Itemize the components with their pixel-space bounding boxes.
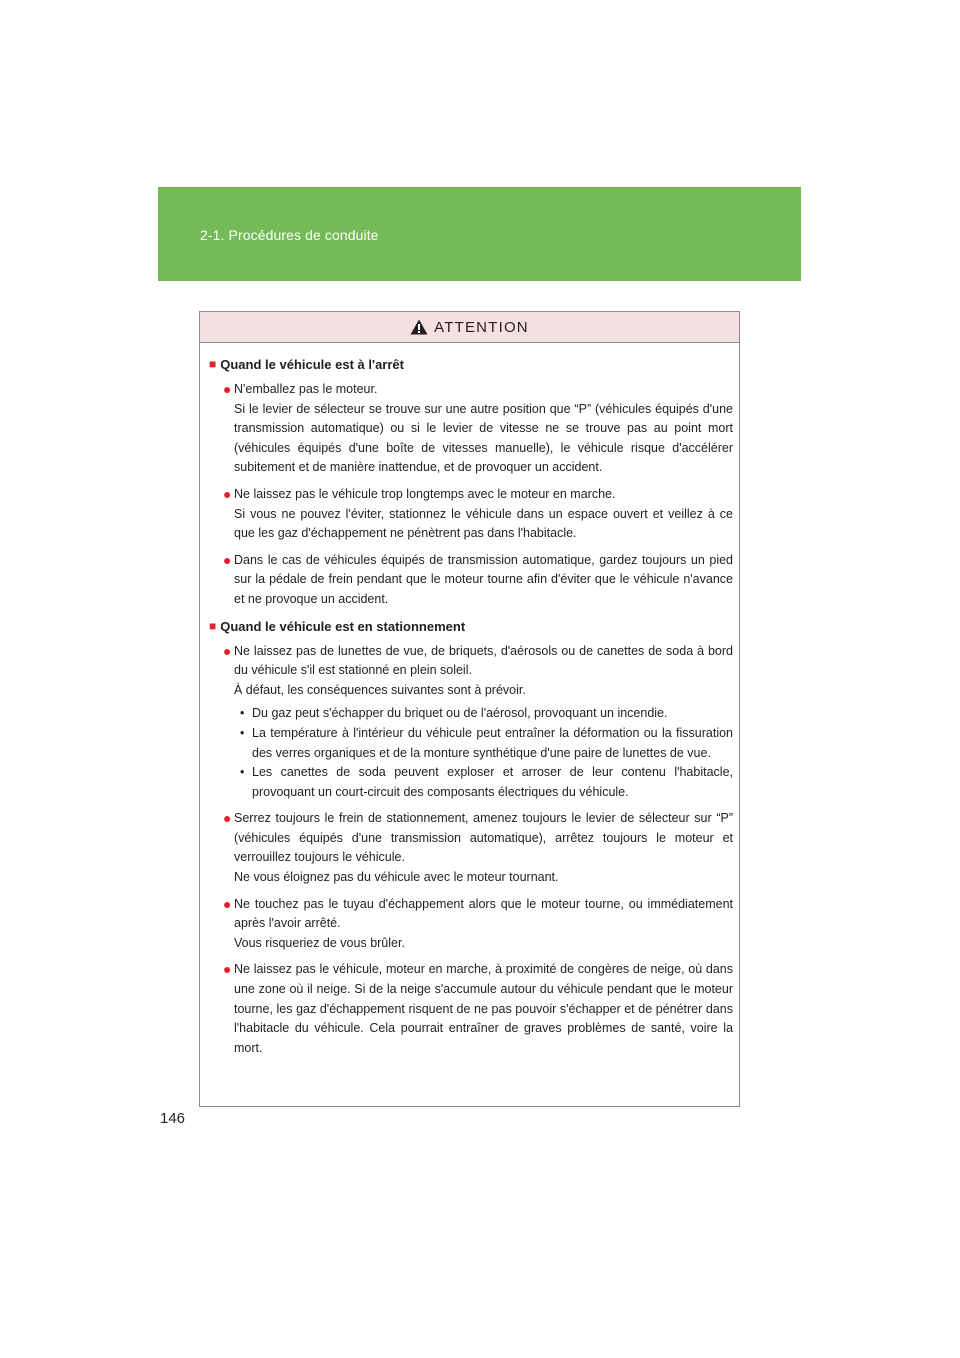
- sub-list-item: • La température à l'intérieur du véhicule peut entraîner la déformation ou la fissuration des verres organiques et de la monture synthétique d'une paire de lunettes de vue.: [240, 725, 733, 760]
- section-title: 2-1. Procédures de conduite: [200, 227, 379, 243]
- bullet-text: Ne touchez pas le tuyau d'échappement alors que le moteur tourne, ou immédiatement après l'avoir arrêté.: [234, 896, 733, 931]
- sub-list-item: • Du gaz peut s'échapper du briquet ou de l'aérosol, provoquant un incendie.: [240, 706, 668, 721]
- warning-triangle-icon: [410, 319, 428, 335]
- red-circle-bullet-icon: ●: [223, 810, 232, 827]
- section-heading-text: Quand le véhicule est en stationnement: [220, 618, 466, 634]
- bullet-text: À défaut, les conséquences suivantes sont à prévoir.: [234, 682, 526, 697]
- bullet-item: [223, 551, 733, 610]
- red-circle-bullet-icon: ●: [223, 551, 232, 568]
- section-heading: [209, 355, 733, 374]
- red-circle-bullet-icon: ●: [223, 381, 232, 397]
- bullet-text: N'emballez pas le moteur.: [234, 382, 378, 396]
- bullet-item: [223, 895, 733, 954]
- header-band: [158, 187, 801, 281]
- red-square-marker-icon: ■: [209, 618, 217, 633]
- red-circle-bullet-icon: ●: [223, 895, 232, 912]
- bullet-text: Ne laissez pas le véhicule, moteur en marche, à proximité de congères de neige, où dans une zone où il neige. Si de la neige s'accumule autour du véhicule pendant que le moteur tourne, les gaz d'échappement risquent de ne pas pouvoir s'échapper et de pénétrer dans l'habitacle du véhicule. Cela pourrait entraîner de graves problèmes de santé, voire la mort.: [234, 962, 733, 1055]
- page-number: 146: [160, 1110, 186, 1127]
- sub-list: [234, 704, 733, 802]
- bullet-text: Serrez toujours le frein de stationnement, amenez toujours le levier de sélecteur sur “P” (véhicules équipés d'une transmission automatique), arrêtez toujours le moteur et verrouillez toujours le véhicule.: [234, 811, 733, 865]
- bullet-text: Vous risqueriez de vous brûler.: [234, 935, 405, 950]
- bullet-item: [223, 960, 733, 1058]
- warning-title: ATTENTION: [434, 318, 529, 336]
- red-square-marker-icon: ■: [209, 357, 217, 371]
- warning-header: [200, 312, 739, 343]
- bullet-item: [223, 485, 733, 544]
- bullet-text: Si vous ne pouvez l'éviter, stationnez le véhicule dans un espace ouvert et veillez à ce que les gaz d'échappement ne pénètrent pas dans l'habitacle.: [234, 506, 733, 541]
- warning-body: [200, 343, 739, 1058]
- red-circle-bullet-icon: ●: [223, 961, 232, 978]
- bullet-text: Ne vous éloignez pas du véhicule avec le moteur tournant.: [234, 870, 559, 885]
- red-circle-bullet-icon: ●: [223, 642, 232, 659]
- warning-box: [199, 311, 740, 1107]
- section-heading: [209, 617, 733, 636]
- sub-list-item: • Les canettes de soda peuvent exploser et arroser de leur contenu l'habitacle, provoquant un court-circuit des composants électriques du véhicule.: [240, 765, 733, 799]
- bullet-item: [223, 809, 733, 887]
- bullet-text: Ne laissez pas le véhicule trop longtemps avec le moteur en marche.: [234, 486, 616, 501]
- red-circle-bullet-icon: ●: [223, 485, 232, 502]
- bullet-item: [223, 380, 733, 478]
- section-heading-text: Quand le véhicule est à l'arrêt: [220, 357, 404, 372]
- bullet-text: Si le levier de sélecteur se trouve sur une autre position que “P” (véhicules équipés d'une transmission automatique) ou si le levier de vitesse ne se trouve pas au point mort (véhicules équipés d'une boîte de vitesses manuelle), le véhicule risque d'accélérer subitement et de manière inattendue, et de provoquer un accident.: [234, 401, 733, 475]
- bullet-text: Ne laissez pas de lunettes de vue, de briquets, d'aérosols ou de canettes de soda à bord du véhicule s'il est stationné en plein soleil.: [234, 643, 733, 678]
- bullet-item: [223, 642, 733, 803]
- bullet-text: Dans le cas de véhicules équipés de transmission automatique, gardez toujours un pied sur la pédale de frein pendant que le moteur tourne afin d'éviter que le véhicule n'avance et ne provoque un accident.: [234, 552, 733, 606]
